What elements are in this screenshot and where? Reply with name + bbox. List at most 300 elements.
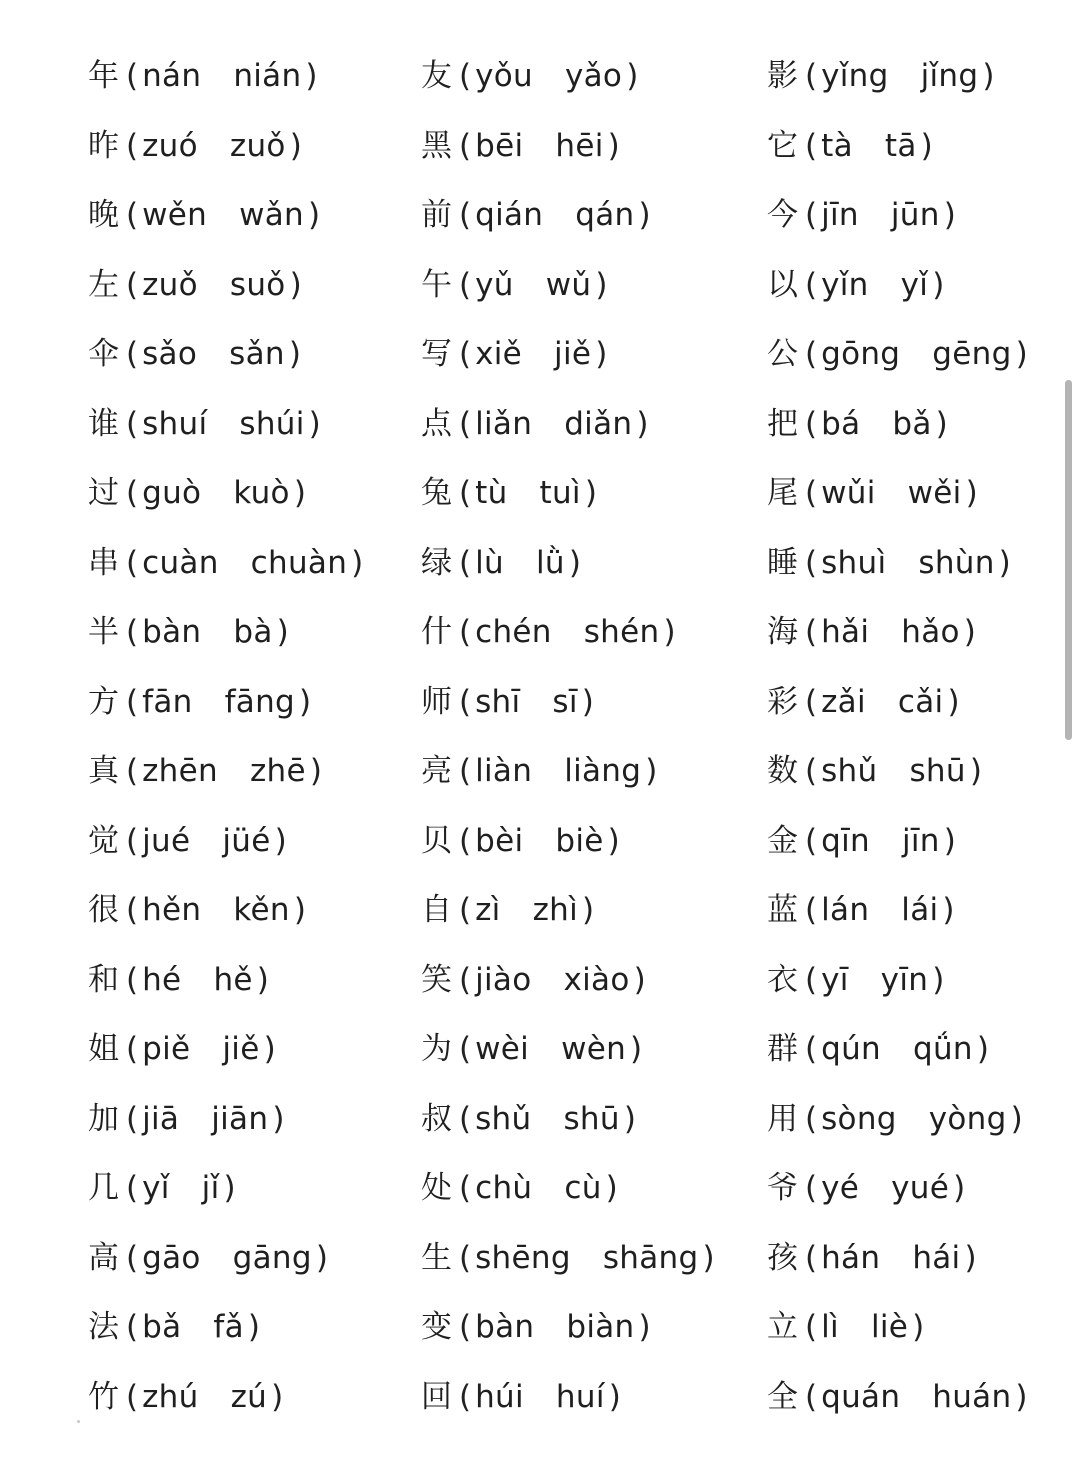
pinyin-option-2[interactable]: wǔ [545, 266, 592, 303]
pinyin-option-2[interactable]: kěn [233, 892, 290, 929]
pinyin-item [767, 1154, 1058, 1224]
pinyin-option-2[interactable]: bǎ [892, 405, 932, 442]
pinyin-option-1[interactable]: liàn [475, 753, 533, 790]
hanzi-character: 左 [88, 266, 119, 303]
pinyin-option-2[interactable]: zuǒ [229, 127, 286, 164]
close-paren: ) [638, 197, 651, 234]
close-paren: ) [663, 614, 676, 651]
pinyin-item [767, 251, 1058, 321]
pinyin-option-2[interactable]: yīn [880, 961, 929, 998]
page-speck [77, 1420, 80, 1423]
pinyin-item [421, 737, 767, 807]
pinyin-option-1[interactable]: qīn [821, 822, 870, 859]
close-paren: ) [256, 961, 269, 998]
pinyin-item [421, 807, 767, 877]
pinyin-option-1[interactable]: zuó [142, 127, 198, 164]
pinyin-option-1[interactable]: bēi [475, 127, 524, 164]
pinyin-option-1[interactable]: gōng [821, 336, 901, 373]
hanzi-character: 谁 [88, 405, 119, 442]
open-paren: ( [805, 544, 818, 581]
pinyin-option-2[interactable]: jīn [901, 822, 940, 859]
pinyin-option-1[interactable]: lì [821, 1309, 839, 1346]
pinyin-item [88, 876, 421, 946]
pinyin-item [88, 1363, 421, 1433]
hanzi-character: 过 [88, 475, 119, 512]
hanzi-character: 半 [88, 614, 119, 651]
hanzi-character: 贝 [421, 822, 452, 859]
pinyin-option-2[interactable]: chuàn [250, 544, 348, 581]
open-paren: ( [459, 1239, 472, 1276]
pinyin-option-1[interactable]: qián [475, 197, 544, 234]
pinyin-item [421, 459, 767, 529]
close-paren: ) [964, 1239, 977, 1276]
hanzi-character: 几 [88, 1170, 119, 1207]
close-paren: ) [932, 266, 945, 303]
open-paren: ( [805, 1031, 818, 1068]
open-paren: ( [459, 961, 472, 998]
hanzi-character: 竹 [88, 1378, 119, 1415]
pinyin-option-1[interactable]: tà [821, 127, 853, 164]
vertical-scrollbar[interactable] [1065, 380, 1072, 740]
pinyin-option-1[interactable]: yǔ [475, 266, 514, 303]
open-paren: ( [805, 1239, 818, 1276]
close-paren: ) [630, 1031, 643, 1068]
pinyin-option-1[interactable]: cuàn [142, 544, 219, 581]
hanzi-character: 为 [421, 1031, 452, 1068]
open-paren: ( [459, 336, 472, 373]
open-paren: ( [805, 753, 818, 790]
open-paren: ( [805, 683, 818, 720]
pinyin-option-2[interactable]: tā [884, 127, 917, 164]
hanzi-character: 很 [88, 892, 119, 929]
pinyin-option-1[interactable]: zuǒ [142, 266, 198, 303]
pinyin-option-2[interactable]: hái [912, 1239, 961, 1276]
open-paren: ( [459, 266, 472, 303]
open-paren: ( [459, 1100, 472, 1137]
pinyin-option-1[interactable]: lán [821, 892, 870, 929]
close-paren: ) [963, 614, 976, 651]
open-paren: ( [805, 892, 818, 929]
hanzi-character: 伞 [88, 336, 119, 373]
pinyin-item [421, 668, 767, 738]
pinyin-option-2[interactable]: jiě [554, 336, 592, 373]
pinyin-item [88, 390, 421, 460]
pinyin-option-1[interactable]: lù [475, 544, 504, 581]
hanzi-character: 全 [767, 1378, 798, 1415]
open-paren: ( [459, 544, 472, 581]
pinyin-option-1[interactable]: qún [821, 1031, 881, 1068]
open-paren: ( [459, 127, 472, 164]
open-paren: ( [126, 1031, 139, 1068]
pinyin-option-1[interactable]: zǎi [821, 683, 866, 720]
pinyin-option-1[interactable]: shǔ [821, 753, 878, 790]
hanzi-character: 年 [88, 58, 119, 95]
open-paren: ( [126, 683, 139, 720]
hanzi-character: 爷 [767, 1170, 798, 1207]
pinyin-item [421, 946, 767, 1016]
hanzi-character: 孩 [767, 1239, 798, 1276]
pinyin-option-2[interactable]: hēi [555, 127, 604, 164]
pinyin-option-2[interactable]: yué [891, 1170, 950, 1207]
close-paren: ) [1015, 1378, 1028, 1415]
pinyin-item [767, 1224, 1058, 1294]
pinyin-option-2[interactable]: nián [233, 58, 302, 95]
pinyin-option-1[interactable]: wǔi [821, 475, 876, 512]
open-paren: ( [459, 892, 472, 929]
pinyin-option-2[interactable]: jiě [222, 1031, 260, 1068]
pinyin-option-1[interactable]: shuì [821, 544, 887, 581]
close-paren: ) [935, 405, 948, 442]
pinyin-option-1[interactable]: bǎ [142, 1309, 182, 1346]
close-paren: ) [633, 961, 646, 998]
open-paren: ( [805, 1309, 818, 1346]
hanzi-character: 写 [421, 336, 452, 373]
open-paren: ( [126, 127, 139, 164]
pinyin-option-2[interactable]: liàng [564, 753, 642, 790]
pinyin-option-1[interactable]: shuí [142, 405, 208, 442]
pinyin-option-2[interactable]: xiào [563, 961, 630, 998]
hanzi-character: 自 [421, 892, 452, 929]
pinyin-item [421, 1154, 767, 1224]
close-paren: ) [595, 266, 608, 303]
pinyin-option-1[interactable]: wèi [475, 1031, 530, 1068]
pinyin-item [421, 1363, 767, 1433]
close-paren: ) [942, 892, 955, 929]
pinyin-item [88, 1224, 421, 1294]
pinyin-item [88, 112, 421, 182]
close-paren: ) [584, 475, 597, 512]
pinyin-option-2[interactable]: lǜ [535, 544, 565, 581]
close-paren: ) [272, 1100, 285, 1137]
pinyin-item [767, 320, 1058, 390]
pinyin-option-1[interactable]: yǐn [821, 266, 869, 303]
pinyin-option-1[interactable]: hé [142, 961, 182, 998]
pinyin-option-1[interactable]: shēng [475, 1239, 571, 1276]
pinyin-option-2[interactable]: fǎ [213, 1309, 244, 1346]
pinyin-option-1[interactable]: jué [142, 822, 191, 859]
close-paren: ) [293, 475, 306, 512]
hanzi-character: 处 [421, 1170, 452, 1207]
close-paren: ) [638, 1309, 651, 1346]
pinyin-option-2[interactable]: suǒ [229, 266, 286, 303]
close-paren: ) [702, 1239, 715, 1276]
open-paren: ( [459, 1031, 472, 1068]
hanzi-character: 用 [767, 1100, 798, 1137]
pinyin-option-2[interactable]: shén [583, 614, 660, 651]
pinyin-item [767, 668, 1058, 738]
hanzi-character: 蓝 [767, 892, 798, 929]
open-paren: ( [126, 614, 139, 651]
open-paren: ( [126, 1309, 139, 1346]
open-paren: ( [126, 1170, 139, 1207]
pinyin-option-1[interactable]: shī [475, 683, 521, 720]
open-paren: ( [805, 336, 818, 373]
close-paren: ) [932, 961, 945, 998]
hanzi-character: 影 [767, 58, 798, 95]
hanzi-character: 什 [421, 614, 452, 651]
pinyin-option-2[interactable]: liè [870, 1309, 909, 1346]
hanzi-character: 觉 [88, 822, 119, 859]
pinyin-option-2[interactable]: wèn [561, 1031, 627, 1068]
open-paren: ( [459, 614, 472, 651]
pinyin-option-1[interactable]: liǎn [475, 405, 533, 442]
pinyin-option-1[interactable]: húi [475, 1378, 524, 1415]
pinyin-item [421, 529, 767, 599]
pinyin-option-1[interactable]: yǐng [821, 58, 889, 95]
hanzi-character: 师 [421, 683, 452, 720]
close-paren: ) [965, 475, 978, 512]
hanzi-character: 绿 [421, 544, 452, 581]
pinyin-option-2[interactable]: qǘn [912, 1031, 973, 1068]
pinyin-option-1[interactable]: quán [821, 1378, 901, 1415]
hanzi-character: 笑 [421, 961, 452, 998]
pinyin-item [88, 668, 421, 738]
hanzi-character: 立 [767, 1309, 798, 1346]
pinyin-item [421, 1224, 767, 1294]
close-paren: ) [636, 405, 649, 442]
open-paren: ( [805, 266, 818, 303]
pinyin-option-2[interactable]: yǐ [900, 266, 929, 303]
open-paren: ( [805, 1100, 818, 1137]
pinyin-item [421, 598, 767, 668]
pinyin-option-2[interactable]: shāng [602, 1239, 699, 1276]
pinyin-option-1[interactable]: hǎi [821, 614, 870, 651]
open-paren: ( [126, 1239, 139, 1276]
pinyin-item [767, 1015, 1058, 1085]
pinyin-option-1[interactable]: zì [475, 892, 501, 929]
pinyin-option-2[interactable]: jǐng [920, 58, 979, 95]
pinyin-item [88, 320, 421, 390]
pinyin-item [767, 1085, 1058, 1155]
pinyin-option-2[interactable]: bà [233, 614, 273, 651]
pinyin-option-1[interactable]: hán [821, 1239, 881, 1276]
pinyin-option-2[interactable]: jüé [222, 822, 271, 859]
pinyin-option-1[interactable]: gāo [142, 1239, 201, 1276]
open-paren: ( [459, 753, 472, 790]
open-paren: ( [805, 961, 818, 998]
close-paren: ) [247, 1309, 261, 1346]
open-paren: ( [126, 1378, 139, 1415]
pinyin-option-1[interactable]: piě [142, 1031, 191, 1068]
pinyin-option-2[interactable]: jiān [211, 1100, 269, 1137]
pinyin-option-1[interactable]: xiě [475, 336, 523, 373]
open-paren: ( [459, 1378, 472, 1415]
hanzi-character: 叔 [421, 1100, 452, 1137]
pinyin-option-2[interactable]: kuò [233, 475, 290, 512]
pinyin-option-1[interactable]: yé [821, 1170, 860, 1207]
pinyin-option-1[interactable]: bàn [142, 614, 202, 651]
pinyin-option-2[interactable]: fāng [224, 683, 296, 720]
pinyin-item [421, 1293, 767, 1363]
pinyin-item [767, 459, 1058, 529]
pinyin-item [88, 1015, 421, 1085]
pinyin-option-1[interactable]: tù [475, 475, 508, 512]
hanzi-character: 变 [421, 1309, 452, 1346]
hanzi-character: 今 [767, 197, 798, 234]
pinyin-option-2[interactable]: diǎn [564, 405, 633, 442]
hanzi-character: 彩 [767, 683, 798, 720]
pinyin-option-2[interactable]: biàn [566, 1309, 635, 1346]
pinyin-option-1[interactable]: zhú [142, 1378, 199, 1415]
hanzi-character: 点 [421, 405, 452, 442]
pinyin-option-1[interactable]: zhēn [142, 753, 218, 790]
pinyin-option-2[interactable]: gēng [932, 336, 1012, 373]
pinyin-option-2[interactable]: zhē [249, 753, 306, 790]
open-paren: ( [805, 475, 818, 512]
hanzi-character: 友 [421, 58, 452, 95]
pinyin-item [767, 112, 1058, 182]
close-paren: ) [912, 1309, 925, 1346]
close-paren: ) [953, 1170, 966, 1207]
pinyin-option-2[interactable]: shùn [918, 544, 995, 581]
hanzi-character: 黑 [421, 127, 452, 164]
open-paren: ( [126, 336, 139, 373]
pinyin-item [88, 737, 421, 807]
pinyin-option-1[interactable]: bá [821, 405, 861, 442]
hanzi-character: 昨 [88, 127, 119, 164]
pinyin-option-2[interactable]: cǎi [897, 683, 944, 720]
open-paren: ( [126, 822, 139, 859]
pinyin-option-1[interactable]: guò [142, 475, 202, 512]
pinyin-item [421, 876, 767, 946]
hanzi-character: 方 [88, 683, 119, 720]
open-paren: ( [805, 197, 818, 234]
pinyin-option-1[interactable]: bàn [475, 1309, 535, 1346]
close-paren: ) [289, 266, 302, 303]
pinyin-option-1[interactable]: nán [142, 58, 202, 95]
open-paren: ( [805, 822, 818, 859]
pinyin-option-2[interactable]: gāng [232, 1239, 312, 1276]
pinyin-option-2[interactable]: huí [555, 1378, 605, 1415]
pinyin-item [767, 946, 1058, 1016]
open-paren: ( [126, 197, 139, 234]
close-paren: ) [943, 197, 956, 234]
pinyin-option-1[interactable]: chén [475, 614, 552, 651]
open-paren: ( [459, 58, 472, 95]
close-paren: ) [315, 1239, 328, 1276]
pinyin-option-2[interactable]: jǐ [201, 1170, 220, 1207]
pinyin-item [421, 42, 767, 112]
close-paren: ) [288, 336, 301, 373]
hanzi-character: 串 [88, 544, 119, 581]
pinyin-option-1[interactable]: chù [475, 1170, 533, 1207]
close-paren: ) [351, 544, 364, 581]
pinyin-option-1[interactable]: jiā [142, 1100, 180, 1137]
close-paren: ) [1010, 1100, 1023, 1137]
hanzi-character: 和 [88, 961, 119, 998]
pinyin-option-2[interactable]: zú [230, 1378, 268, 1415]
pinyin-option-1[interactable]: hěn [142, 892, 202, 929]
pinyin-item [88, 42, 421, 112]
pinyin-option-1[interactable]: jiào [475, 961, 532, 998]
pinyin-option-2[interactable]: cù [564, 1170, 602, 1207]
pinyin-choice-grid [88, 42, 1058, 1432]
pinyin-option-2[interactable]: lái [901, 892, 939, 929]
close-paren: ) [289, 127, 302, 164]
pinyin-option-2[interactable]: biè [555, 822, 604, 859]
open-paren: ( [459, 197, 472, 234]
pinyin-option-2[interactable]: tuì [539, 475, 581, 512]
pinyin-item [421, 390, 767, 460]
pinyin-option-2[interactable]: shū [563, 1100, 620, 1137]
pinyin-option-2[interactable]: shū [909, 753, 966, 790]
close-paren: ) [976, 1031, 989, 1068]
hanzi-character: 真 [88, 753, 119, 790]
pinyin-option-1[interactable]: shǔ [475, 1100, 532, 1137]
pinyin-option-2[interactable]: huán [932, 1378, 1012, 1415]
pinyin-option-1[interactable]: yǐ [142, 1170, 170, 1207]
pinyin-item [767, 1363, 1058, 1433]
open-paren: ( [126, 961, 139, 998]
close-paren: ) [1015, 336, 1028, 373]
pinyin-item [767, 807, 1058, 877]
pinyin-option-1[interactable]: bèi [475, 822, 524, 859]
hanzi-character: 把 [767, 405, 798, 442]
hanzi-character: 回 [421, 1378, 452, 1415]
pinyin-option-2[interactable]: wěi [907, 475, 962, 512]
pinyin-option-1[interactable]: jīn [821, 197, 859, 234]
pinyin-option-1[interactable]: fān [142, 683, 193, 720]
pinyin-option-2[interactable]: yǎo [564, 58, 623, 95]
close-paren: ) [263, 1031, 276, 1068]
pinyin-option-2[interactable]: zhì [532, 892, 579, 929]
pinyin-option-2[interactable]: wǎn [239, 197, 304, 234]
pinyin-item [767, 390, 1058, 460]
pinyin-option-2[interactable]: jūn [890, 197, 940, 234]
open-paren: ( [459, 1309, 472, 1346]
close-paren: ) [605, 1170, 618, 1207]
pinyin-item [421, 112, 767, 182]
pinyin-option-2[interactable]: sǎn [229, 336, 285, 373]
pinyin-item [88, 807, 421, 877]
hanzi-character: 公 [767, 336, 798, 373]
open-paren: ( [126, 544, 139, 581]
pinyin-option-1[interactable]: yī [821, 961, 849, 998]
pinyin-option-2[interactable]: hǎo [901, 614, 960, 651]
pinyin-item [88, 1154, 421, 1224]
close-paren: ) [582, 892, 595, 929]
pinyin-option-1[interactable]: wěn [142, 197, 208, 234]
hanzi-character: 加 [88, 1100, 119, 1137]
hanzi-character: 前 [421, 197, 452, 234]
hanzi-character: 午 [421, 266, 452, 303]
pinyin-option-1[interactable]: sǎo [142, 336, 198, 373]
pinyin-option-2[interactable]: yòng [928, 1100, 1007, 1137]
pinyin-item [88, 459, 421, 529]
pinyin-option-1[interactable]: yǒu [475, 58, 533, 95]
pinyin-item [421, 181, 767, 251]
close-paren: ) [595, 336, 608, 373]
pinyin-option-1[interactable]: sòng [821, 1100, 897, 1137]
hanzi-character: 群 [767, 1031, 798, 1068]
close-paren: ) [308, 197, 321, 234]
hanzi-character: 以 [767, 266, 798, 303]
pinyin-item [88, 529, 421, 599]
open-paren: ( [126, 58, 139, 95]
pinyin-option-2[interactable]: qán [575, 197, 635, 234]
pinyin-option-2[interactable]: sī [552, 683, 578, 720]
open-paren: ( [126, 266, 139, 303]
pinyin-option-2[interactable]: shúi [239, 405, 305, 442]
close-paren: ) [299, 683, 312, 720]
pinyin-option-2[interactable]: hě [213, 961, 253, 998]
hanzi-character: 衣 [767, 961, 798, 998]
pinyin-item [767, 42, 1058, 112]
open-paren: ( [126, 892, 139, 929]
close-paren: ) [223, 1170, 236, 1207]
open-paren: ( [459, 1170, 472, 1207]
pinyin-item [88, 1085, 421, 1155]
